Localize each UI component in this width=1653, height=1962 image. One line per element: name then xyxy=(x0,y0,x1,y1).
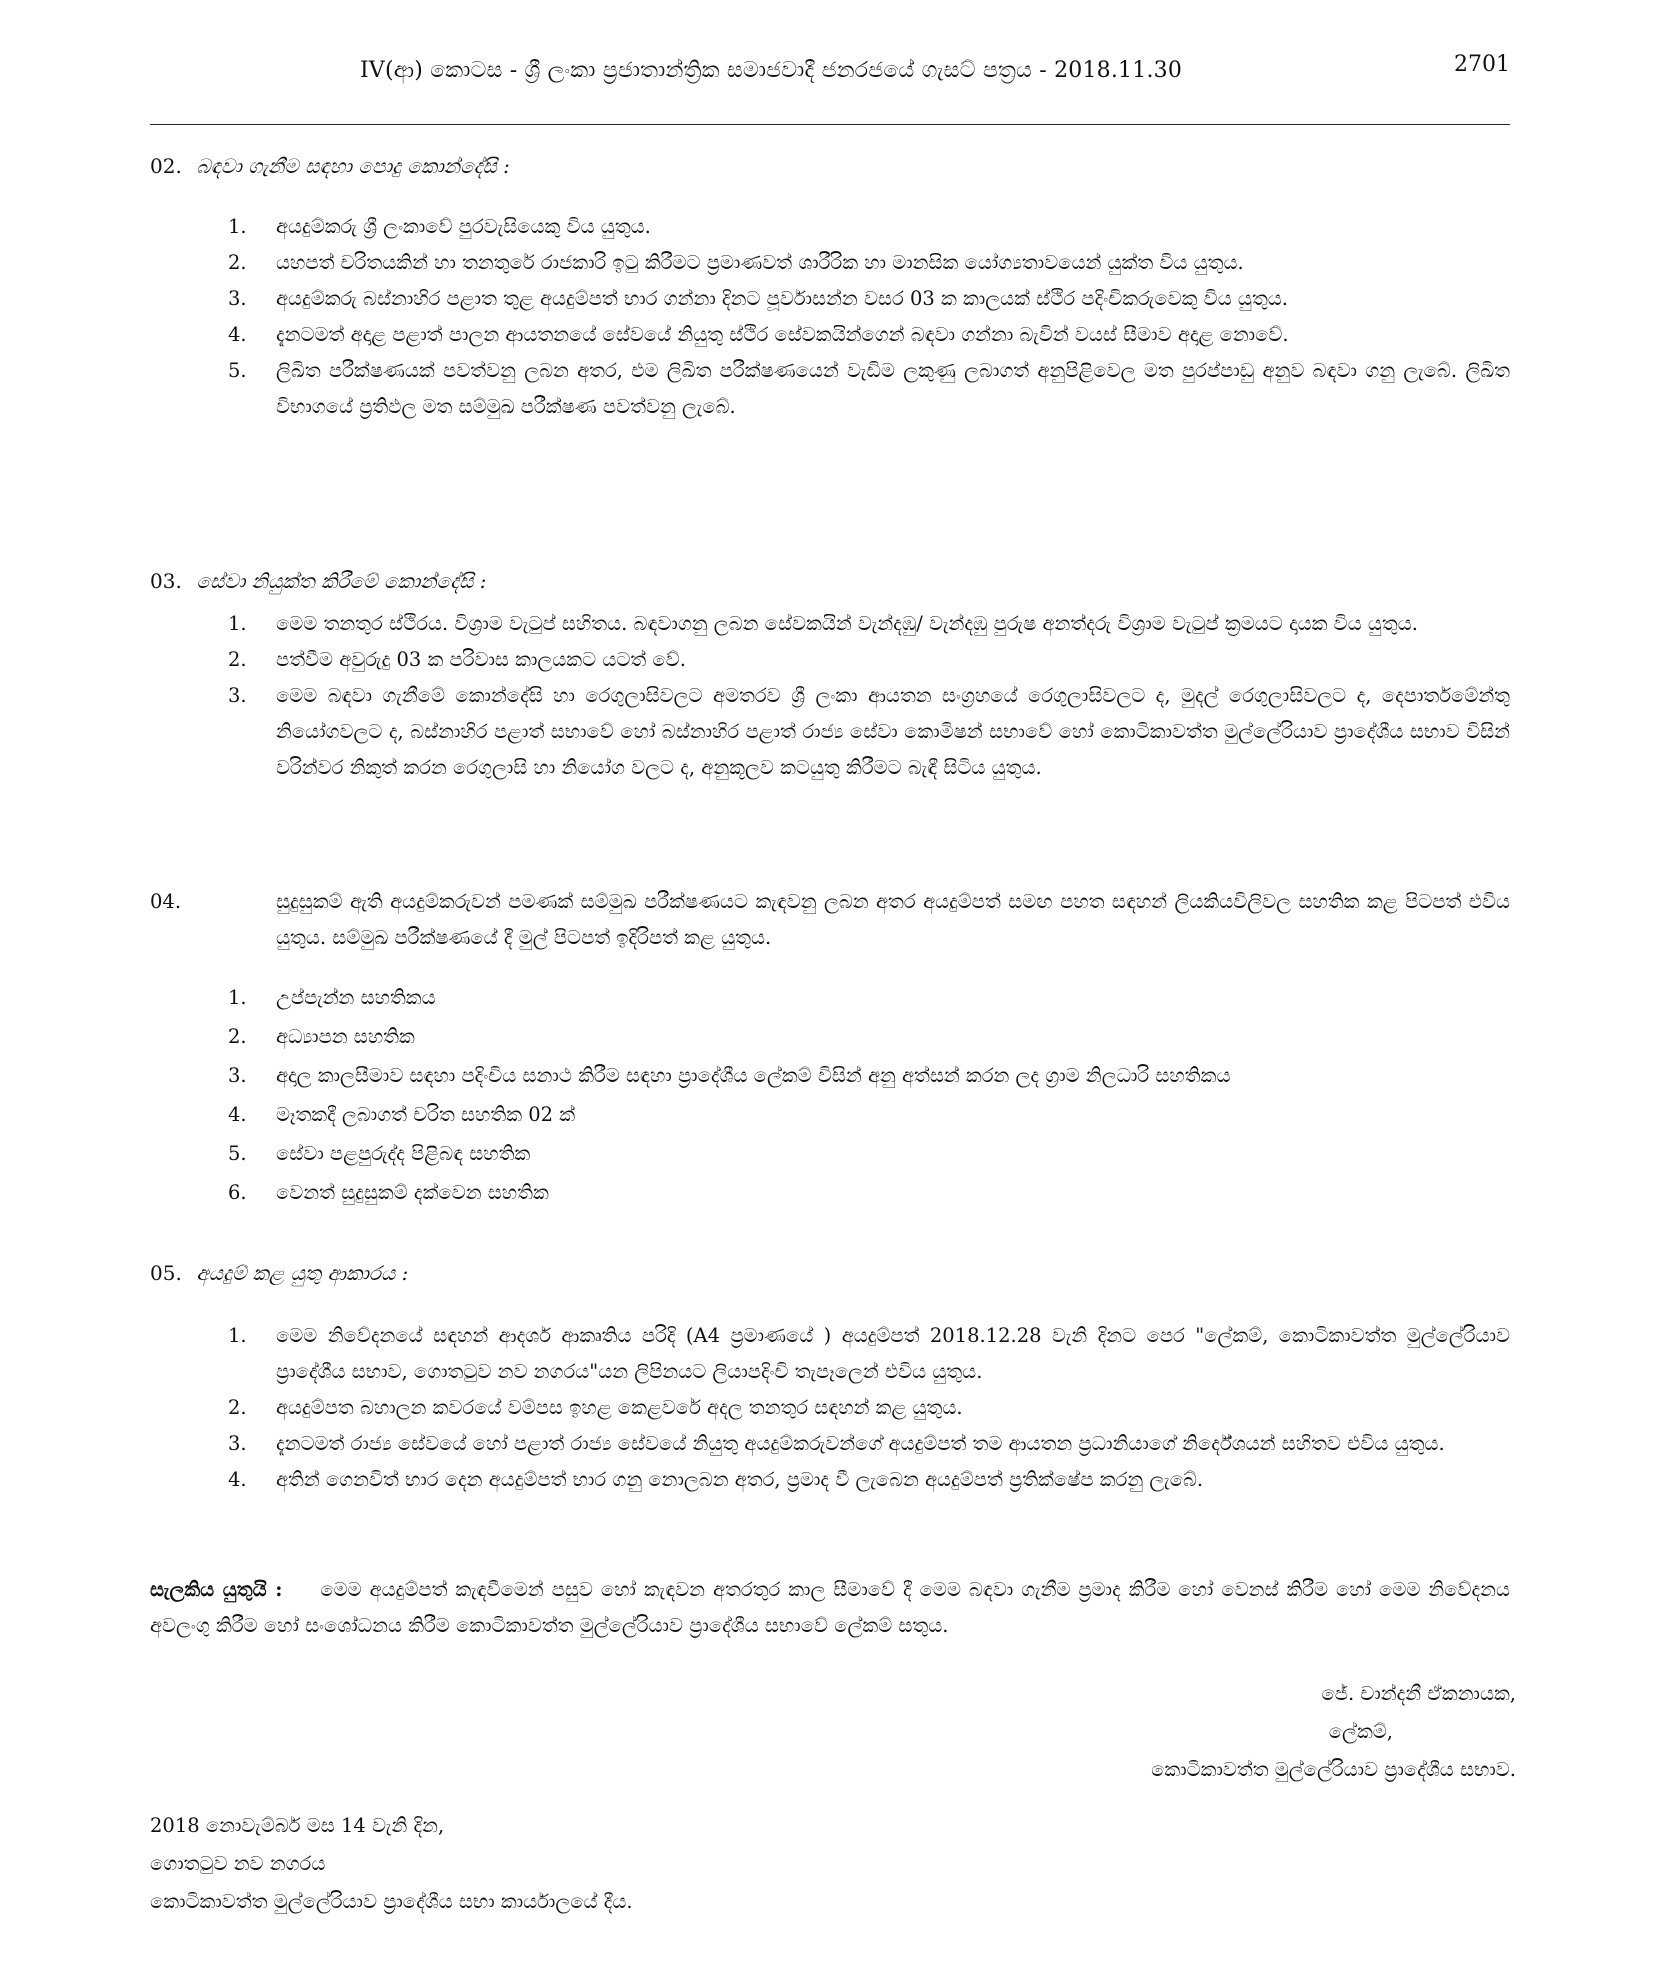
section-04-text xyxy=(150,884,1510,956)
item-number: 1. xyxy=(228,612,247,635)
item-number: 3. xyxy=(228,1432,247,1455)
item-number: 3. xyxy=(228,287,247,310)
section-04-list xyxy=(150,978,1510,1212)
section-title: බඳවා ගැනීම සඳහා පොදු කොන්දේසි : xyxy=(196,154,510,178)
item-number: 5. xyxy=(228,359,247,382)
item-number: 1. xyxy=(228,1324,247,1347)
note-text: මෙම අයදුම්පත් කැඳවීමෙන් පසුව හෝ කැඳවන අතරතුර කාල සීමාවේ දී මෙම බඳවා ගැනීම ප්‍රමාද කිරීම හෝ වෙනස් කිරීම හෝ මෙම නිවේදනය අවලංගු කිරීම හෝ සංශෝධනය කිරීම කොටිකාවත්ත මුල්ලේරියාව ප්‍රාදේශීය සභාවේ ලේකම් සතුය. xyxy=(150,1578,1510,1637)
issue-date: 2018 නොවැම්බර් මස 14 වැනි දින, xyxy=(150,1814,445,1837)
list-item xyxy=(150,1390,1510,1426)
item-text: අතින් ගෙනවිත් භාර දෙන අයදුම්පත් භාර ගනු නොලබන අතර, ප්‍රමාද වී ලැබෙන අයදුම්පත් ප්‍රතික්ෂේප කරනු ලැබේ. xyxy=(276,1468,1204,1491)
section-03-list xyxy=(150,606,1510,786)
issue-office: කොටිකාවත්ත මුල්ලේරියාව ප්‍රාදේශීය සභා කාර්යාලයේ දීය. xyxy=(150,1890,633,1913)
section-05-heading xyxy=(150,1254,1510,1292)
list-item xyxy=(150,1095,1510,1134)
signature-name: ජේ. චාන්දනී ඒකනායක, xyxy=(1321,1682,1516,1705)
list-item xyxy=(150,245,1510,281)
list-item xyxy=(150,317,1510,353)
item-text: අයදුම්කරු බස්නාහිර පළාත තුළ අයදුම්පත් භාර ගන්නා දිනට පූර්වාසන්න වසර 03 ක කාලයක් ස්ථිර පදිංචිකරුවෙකු විය යුතුය. xyxy=(276,287,1288,310)
item-number: 2. xyxy=(228,251,247,274)
list-item xyxy=(150,606,1510,642)
item-text: මෑතකදී ලබාගත් චරිත සහතික 02 ක් xyxy=(276,1103,576,1126)
item-text: දැනටමත් අදාළ පළාත් පාලන ආයතනයේ සේවයේ නියුතු ස්ථිර සේවකයින්ගෙන් බඳවා ගන්නා බැවින් වයස් සීමාව අදාළ නොවේ. xyxy=(276,323,1289,346)
section-04-body: සුදුසුකම් ඇති අයදුම්කරුවන් පමණක් සම්මුඛ පරීක්ෂණයට කැඳවනු ලබන අතර අයදුම්පත් සමඟ පහත සඳහන් ලියකියවිලිවල සහතික කළ පිටපත් එවිය යුතුය. සම්මුඛ පරීක්ෂණයේ දී මුල් පිටපත් ඉදිරිපත් කළ යුතුය. xyxy=(276,890,1510,949)
list-item xyxy=(150,1426,1510,1462)
list-item xyxy=(150,1134,1510,1173)
list-item xyxy=(150,353,1510,425)
item-number: 3. xyxy=(228,684,247,707)
page-header xyxy=(150,52,1510,112)
item-text: මෙම නිවේදනයේ සඳහන් ආදර්ශ ආකෘතිය පරිදි (A4 ප්‍රමාණයේ ) අයදුම්පත් 2018.12.28 වැනි දිනට පෙර "ලේකම්, කොටිකාවත්ත මුල්ලේරියාව ප්‍රාදේශීය සභාව, ගොතටුව නව නගරය"යන ලිපිනයට ලියාපදිංචි තැපෑලෙන් එවිය යුතුය. xyxy=(276,1324,1510,1383)
item-text: දැනටමත් රාජ්‍ය සේවයේ හෝ පළාත් රාජ්‍ය සේවයේ නියුතු අයදුම්කරුවන්ගේ අයදුම්පත් තම ආයතන ප්‍රධානියාගේ නිර්දේශයන් සහිතව එවිය යුතුය. xyxy=(276,1432,1445,1455)
item-text: අයදුම්පත බහාලන කවරයේ වම්පස ඉහළ කෙළවරේ අදල තනතුර සඳහන් කළ යුතුය. xyxy=(276,1396,963,1419)
item-text: අධ්‍යාපන සහතික xyxy=(276,1025,415,1048)
item-number: 4. xyxy=(228,323,247,346)
list-item xyxy=(150,1017,1510,1056)
item-number: 2. xyxy=(228,648,247,671)
list-item xyxy=(150,1462,1510,1498)
section-number: 04. xyxy=(150,890,182,913)
item-number: 4. xyxy=(228,1103,247,1126)
item-text: යහපත් චරිතයකින් හා තනතුරේ රාජකාරි ඉටු කිරීමට ප්‍රමාණවත් ශාරීරික හා මානසික යෝග්‍යතාවයෙන් යුක්ත විය යුතුය. xyxy=(276,251,1244,274)
item-number: 5. xyxy=(228,1142,247,1165)
signature-role: ලේකම්, xyxy=(1328,1720,1393,1743)
signature-org: කොටිකාවත්ත මුල්ලේරියාව ප්‍රාදේශීය සභාව. xyxy=(1151,1758,1516,1781)
list-item xyxy=(150,978,1510,1017)
note-paragraph xyxy=(150,1572,1510,1644)
item-number: 2. xyxy=(228,1396,247,1419)
note-label: සැලකිය යුතුයි : xyxy=(150,1578,283,1601)
item-text: සේවා පළපුරුද්ද පිළිබඳ සහතික xyxy=(276,1142,531,1165)
item-number: 6. xyxy=(228,1181,247,1204)
section-04 xyxy=(150,884,1510,1212)
section-title: සේවා නියුක්ත කිරීමේ කොන්දේසි : xyxy=(196,569,487,593)
list-item xyxy=(150,1056,1510,1095)
item-text: වෙනත් සුදුසුකම් දක්වෙන සහතික xyxy=(276,1181,549,1204)
section-number: 02. xyxy=(150,154,182,178)
item-text: ලිඛිත පරීක්ෂණයක් පවත්වනු ලබන අතර, එම ලිඛිත පරීක්ෂණයෙන් වැඩිම ලකුණු ලබාගත් අනුපිළිවෙල මත පුරප්පාඩු අනුව බඳවා ගනු ලැබේ. ලිඛිත විභාගයේ ප්‍රතිඵල මත සම්මුඛ පරීක්ෂණ පවත්වනු ලැබේ. xyxy=(276,359,1510,418)
section-02 xyxy=(150,147,1510,425)
list-item xyxy=(150,1318,1510,1390)
page-number: 2701 xyxy=(1454,52,1510,77)
section-03 xyxy=(150,562,1510,786)
list-item xyxy=(150,678,1510,786)
item-number: 1. xyxy=(228,986,247,1009)
item-number: 2. xyxy=(228,1025,247,1048)
item-text: පත්වීම අවුරුදු 03 ක පරිවාස කාලයකට යටත් වේ. xyxy=(276,648,686,671)
list-item xyxy=(150,209,1510,245)
item-text: මෙම තනතුර ස්ථිරය. විශ්‍රාම වැටුප් සහිතය. බඳවාගනු ලබන සේවකයින් වැන්දඹු/ වැන්දඹු පුරුෂ අනත්දරු විශ්‍රාම වැටුප් ක්‍රමයට දායක විය යුතුය. xyxy=(276,612,1418,635)
section-number: 03. xyxy=(150,569,182,593)
issue-place: ගොතටුව නව නගරය xyxy=(150,1852,326,1875)
list-item xyxy=(150,642,1510,678)
header-title: IV(ආ) කොටස - ශ්‍රී ලංකා ප්‍රජාතාන්ත්‍රික සමාජවාදී ජනරජයේ ගැසට් පත්‍රය - 2018.11.30 xyxy=(360,58,1183,83)
item-text: මෙම බඳවා ගැනීමේ කොන්දේසි හා රෙගුලාසිවලට අමතරව ශ්‍රී ලංකා ආයතන සංග්‍රහයේ රෙගුලාසිවලට ද, මුදල් රෙගුලාසිවලට ද, දෙපාර්තමේන්තු නියෝගවලට ද, බස්නාහිර පළාත් සභාවේ හෝ බස්නාහිර පළාත් රාජ්‍ය සේවා කොමිෂන් සභාවේ හෝ කොටිකාවත්ත මුල්ලේරියාව ප්‍රාදේශීය සභාව විසින් වරින්වර නිකුත් කරන රෙගුලාසි හා නියෝග වලට ද, අනුකූලව කටයුතු කිරීමට බැඳී සිටිය යුතුය. xyxy=(276,684,1510,779)
section-title: අයදුම් කළ යුතු ආකාරය : xyxy=(196,1261,409,1285)
section-05 xyxy=(150,1254,1510,1498)
header-divider xyxy=(150,124,1510,125)
item-text: අදාල කාලසීමාව සඳහා පදිංචිය සනාථ කිරීම සඳහා ප්‍රාදේශීය ලේකම් විසින් අනු අත්සන් කරන ලද ග්‍රාම නිලධාරි සහතිකය xyxy=(276,1064,1231,1087)
item-text: උප්පැන්න සහතිකය xyxy=(276,986,436,1009)
section-number: 05. xyxy=(150,1261,182,1285)
section-02-list xyxy=(150,209,1510,425)
item-number: 3. xyxy=(228,1064,247,1087)
section-02-heading xyxy=(150,147,1510,185)
item-text: අයදුම්කරු ශ්‍රී ලංකාවේ පුරවැසියෙකු විය යුතුය. xyxy=(276,215,651,238)
item-number: 1. xyxy=(228,215,247,238)
section-05-list xyxy=(150,1318,1510,1498)
list-item xyxy=(150,281,1510,317)
list-item xyxy=(150,1173,1510,1212)
item-number: 4. xyxy=(228,1468,247,1491)
section-03-heading xyxy=(150,562,1510,600)
